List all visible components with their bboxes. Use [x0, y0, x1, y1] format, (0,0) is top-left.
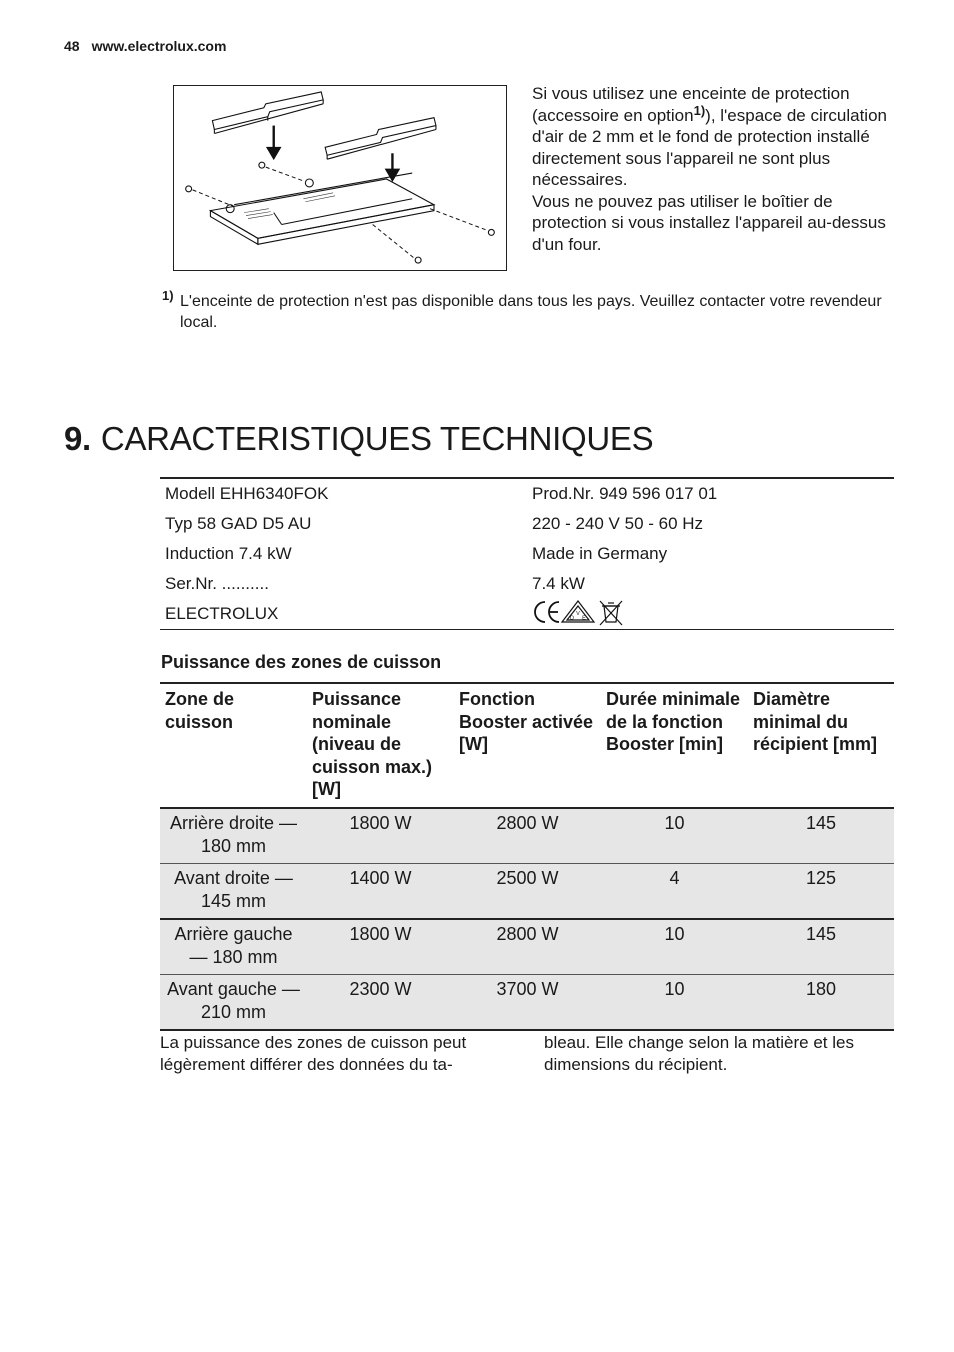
table-row: [160, 808, 894, 864]
table-cell: 125: [748, 864, 894, 920]
spec-row: [160, 599, 894, 629]
installation-figure: [173, 85, 507, 271]
protection-box-illustration: [174, 86, 506, 270]
table-cell: 3700 W: [454, 975, 601, 1031]
table-cell: 145: [748, 919, 894, 975]
footnote-ref: 1): [693, 102, 706, 118]
rating-plate-table: [160, 477, 894, 630]
column-header: Zone de cuisson: [160, 683, 307, 808]
table-cell: 145: [748, 808, 894, 864]
table-cell: 10: [601, 808, 748, 864]
intro-text-1: Si vous utilisez une enceinte de protection (accessoire en option: [532, 84, 850, 125]
column-header: Durée minimale de la fonction Booster [min]: [601, 683, 748, 808]
table-cell: 10: [601, 975, 748, 1031]
spec-row: [160, 509, 894, 539]
spec-row: [160, 479, 894, 509]
table-cell: 2500 W: [454, 864, 601, 920]
spec-row: [160, 569, 894, 599]
table-cell: 1800 W: [307, 808, 454, 864]
table-row: [160, 975, 894, 1031]
section-heading: CARACTERISTIQUES TECHNIQUES: [100, 420, 654, 457]
page-header: [64, 38, 226, 54]
spec-cell: 220 - 240 V 50 - 60 Hz: [532, 514, 704, 533]
spec-cell: ELECTROLUX: [165, 604, 279, 623]
spec-cell: 7.4 kW: [532, 574, 585, 593]
table-cell: 2800 W: [454, 919, 601, 975]
column-header: Fonction Booster activée [W]: [454, 683, 601, 808]
table-cell: 180: [748, 975, 894, 1031]
table-cell: 2300 W: [307, 975, 454, 1031]
table-cell: Avant gauche — 210 mm: [160, 975, 307, 1031]
protection-enclosure-text: [532, 83, 892, 255]
power-note-part-2: bleau. Elle change selon la matière et les dimensions du récipient.: [544, 1033, 854, 1074]
spec-row: [160, 539, 894, 569]
spec-cell: Induction 7.4 kW: [165, 544, 292, 563]
power-table: [160, 682, 894, 1031]
table-cell: Avant droite — 145 mm: [160, 864, 307, 920]
section-title: [64, 420, 653, 458]
svg-text:D: D: [570, 615, 574, 621]
weee-bin-icon: [600, 601, 622, 625]
certification-icons: [532, 598, 624, 626]
column-header: Puissance nominale (niveau de cuisson max.) [W]: [307, 683, 454, 808]
table-header-row: [160, 683, 894, 808]
vde-mark-icon: [562, 601, 594, 622]
power-note-part-1: La puissance des zones de cuisson peut légèrement différer des données du ta-: [160, 1033, 467, 1074]
table-cell: 2800 W: [454, 808, 601, 864]
spec-cell: Modell EHH6340FOK: [165, 484, 329, 503]
column-header: Diamètre minimal du récipient [mm]: [748, 683, 894, 808]
spec-cell: Prod.Nr. 949 596 017 01: [532, 484, 718, 503]
section-number: 9.: [64, 420, 91, 457]
table-cell: 4: [601, 864, 748, 920]
footnote-mark: 1): [162, 288, 174, 303]
page-number: 48: [64, 38, 80, 54]
intro-text-3: Vous ne pouvez pas utiliser le boîtier de protection si vous installez l'appareil au-dessus d'un four.: [532, 191, 886, 254]
table-cell: 10: [601, 919, 748, 975]
spec-cell: Typ 58 GAD D5 AU: [165, 514, 312, 533]
svg-text:E: E: [582, 615, 586, 621]
certification-marks: [527, 598, 894, 631]
table-cell: Arrière gauche — 180 mm: [160, 919, 307, 975]
ce-mark-icon: [535, 602, 559, 622]
table-cell: 1800 W: [307, 919, 454, 975]
table-cell: 1400 W: [307, 864, 454, 920]
spec-cell: Made in Germany: [532, 544, 668, 563]
table-row: [160, 919, 894, 975]
footnote-text: L'enceinte de protection n'est pas disponible dans tous les pays. Veuillez contacter votre revendeur local.: [180, 293, 882, 331]
site-url: www.electrolux.com: [91, 38, 227, 54]
intro-text-2: ), l'espace de circulation d'air de 2 mm et le fond de protection installé directement sous l'appareil ne sont plus nécessaires.: [532, 105, 887, 189]
table-cell: Arrière droite — 180 mm: [160, 808, 307, 864]
table-row: [160, 864, 894, 920]
spec-cell: Ser.Nr. ..........: [165, 574, 269, 593]
svg-text:V: V: [576, 610, 580, 617]
power-table-title: Puissance des zones de cuisson: [161, 652, 442, 672]
